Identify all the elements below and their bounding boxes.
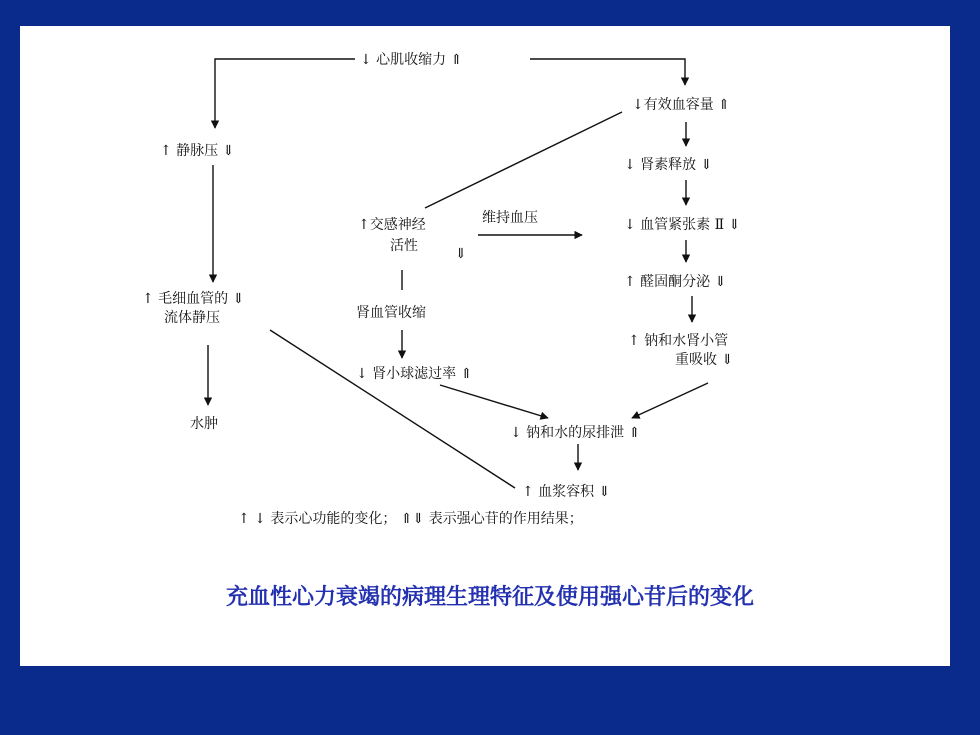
figure-caption: 充血性心力衰竭的病理生理特征及使用强心苷后的变化	[225, 585, 754, 610]
node-edema: 水肿	[190, 416, 218, 432]
edge-capillary-to-plasma	[270, 330, 515, 488]
node-sympathetic-activity-line1: ↑交感神经	[358, 217, 426, 233]
edge-reabsorb-to-excretion	[632, 383, 708, 418]
node-venous-pressure: ↑ 静脉压 ⇓	[160, 143, 235, 159]
edge-sympathetic-to-bloodvolume	[425, 112, 622, 208]
node-sodium-reabsorb-line2: 重吸收 ⇓	[675, 352, 734, 368]
edge-gfr-to-excretion	[440, 385, 548, 418]
node-sympathetic-activity-arrow: ⇓	[455, 246, 467, 262]
node-sympathetic-activity-line2: 活性	[390, 238, 418, 254]
node-capillary-pressure-line2: 流体静压	[164, 310, 220, 326]
node-renin-release: ↓ 肾素释放 ⇓	[624, 157, 713, 173]
node-aldosterone: ↑ 醛固酮分泌 ⇓	[624, 274, 727, 290]
node-sodium-excretion: ↓ 钠和水的尿排泄 ⇑	[510, 425, 641, 441]
node-renal-vasoconstriction: 肾血管收缩	[356, 305, 426, 321]
edge-contractility-to-venous	[215, 59, 355, 128]
node-plasma-volume: ↑ 血浆容积 ⇓	[522, 484, 611, 500]
node-gfr: ↓ 肾小球滤过率 ⇑	[356, 366, 473, 382]
edge-contractility-to-bloodvolume	[530, 59, 685, 85]
node-myocardial-contractility: ↓ 心肌收缩力 ⇑	[360, 52, 463, 68]
diagram-legend: ↑ ↓ 表示心功能的变化； ⇑⇓ 表示强心苷的作用结果；	[238, 511, 583, 527]
node-maintain-bp: 维持血压	[482, 210, 538, 226]
node-capillary-pressure-line1: ↑ 毛细血管的 ⇓	[142, 291, 245, 307]
node-angiotensin: ↓ 血管紧张素 Ⅱ ⇓	[624, 217, 741, 233]
node-effective-blood-volume: ↓有效血容量 ⇑	[632, 97, 730, 113]
node-sodium-reabsorb-line1: ↑ 钠和水肾小管	[628, 333, 729, 349]
